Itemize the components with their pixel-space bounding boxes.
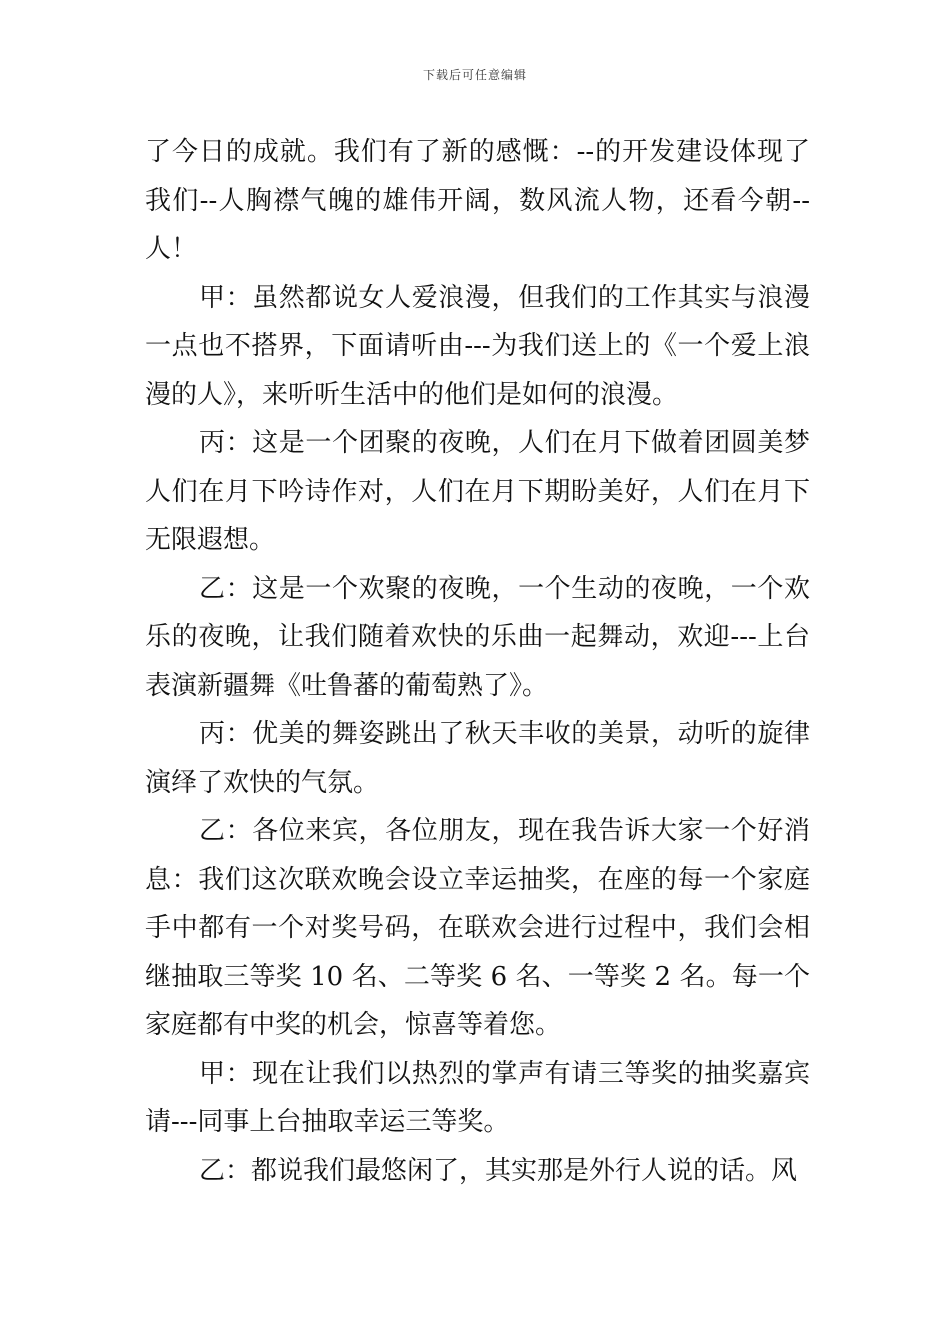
paragraph: 甲：虽然都说女人爱浪漫，但我们的工作其实与浪漫一点也不搭界，下面请听由---为我们送上的《一个爱上浪漫的人》，来听听生活中的他们是如何的浪漫。 [145,282,810,410]
paragraph: 丙：这是一个团聚的夜晚，人们在月下做着团圆美梦人们在月下吟诗作对，人们在月下期盼美好，人们在月下无限遐想。 [145,428,810,555]
paragraph-continued: 了今日的成就。我们有了新的感慨：--的开发建设体现了我们--人胸襟气魄的雄伟开阔，数风流人物，还看今朝--人！ [145,137,810,264]
paragraph: 丙：优美的舞姿跳出了秋天丰收的美景，动听的旋律演绎了欢快的气氛。 [145,719,810,798]
document-body [145,128,810,1195]
paragraph: 乙：各位来宾，各位朋友，现在我告诉大家一个好消息：我们这次联欢晚会设立幸运抽奖，在座的每一个家庭手中都有一个对奖号码，在联欢会进行过程中，我们会相继抽取三等奖 10 名、二等奖 6 名、一等奖 2 名。每一个家庭都有中奖的机会，惊喜等着您。 [145,816,810,1040]
paragraph: 乙：都说我们最悠闲了，其实那是外行人说的话。风 [199,1155,798,1186]
paragraph: 乙：这是一个欢聚的夜晚，一个生动的夜晚，一个欢乐的夜晚，让我们随着欢快的乐曲一起舞动，欢迎---上台表演新疆舞《吐鲁蕃的葡萄熟了》。 [145,573,810,701]
page-header: 下载后可任意编辑 [422,68,527,82]
paragraph: 甲：现在让我们以热烈的掌声有请三等奖的抽奖嘉宾请---同事上台抽取幸运三等奖。 [145,1058,810,1137]
